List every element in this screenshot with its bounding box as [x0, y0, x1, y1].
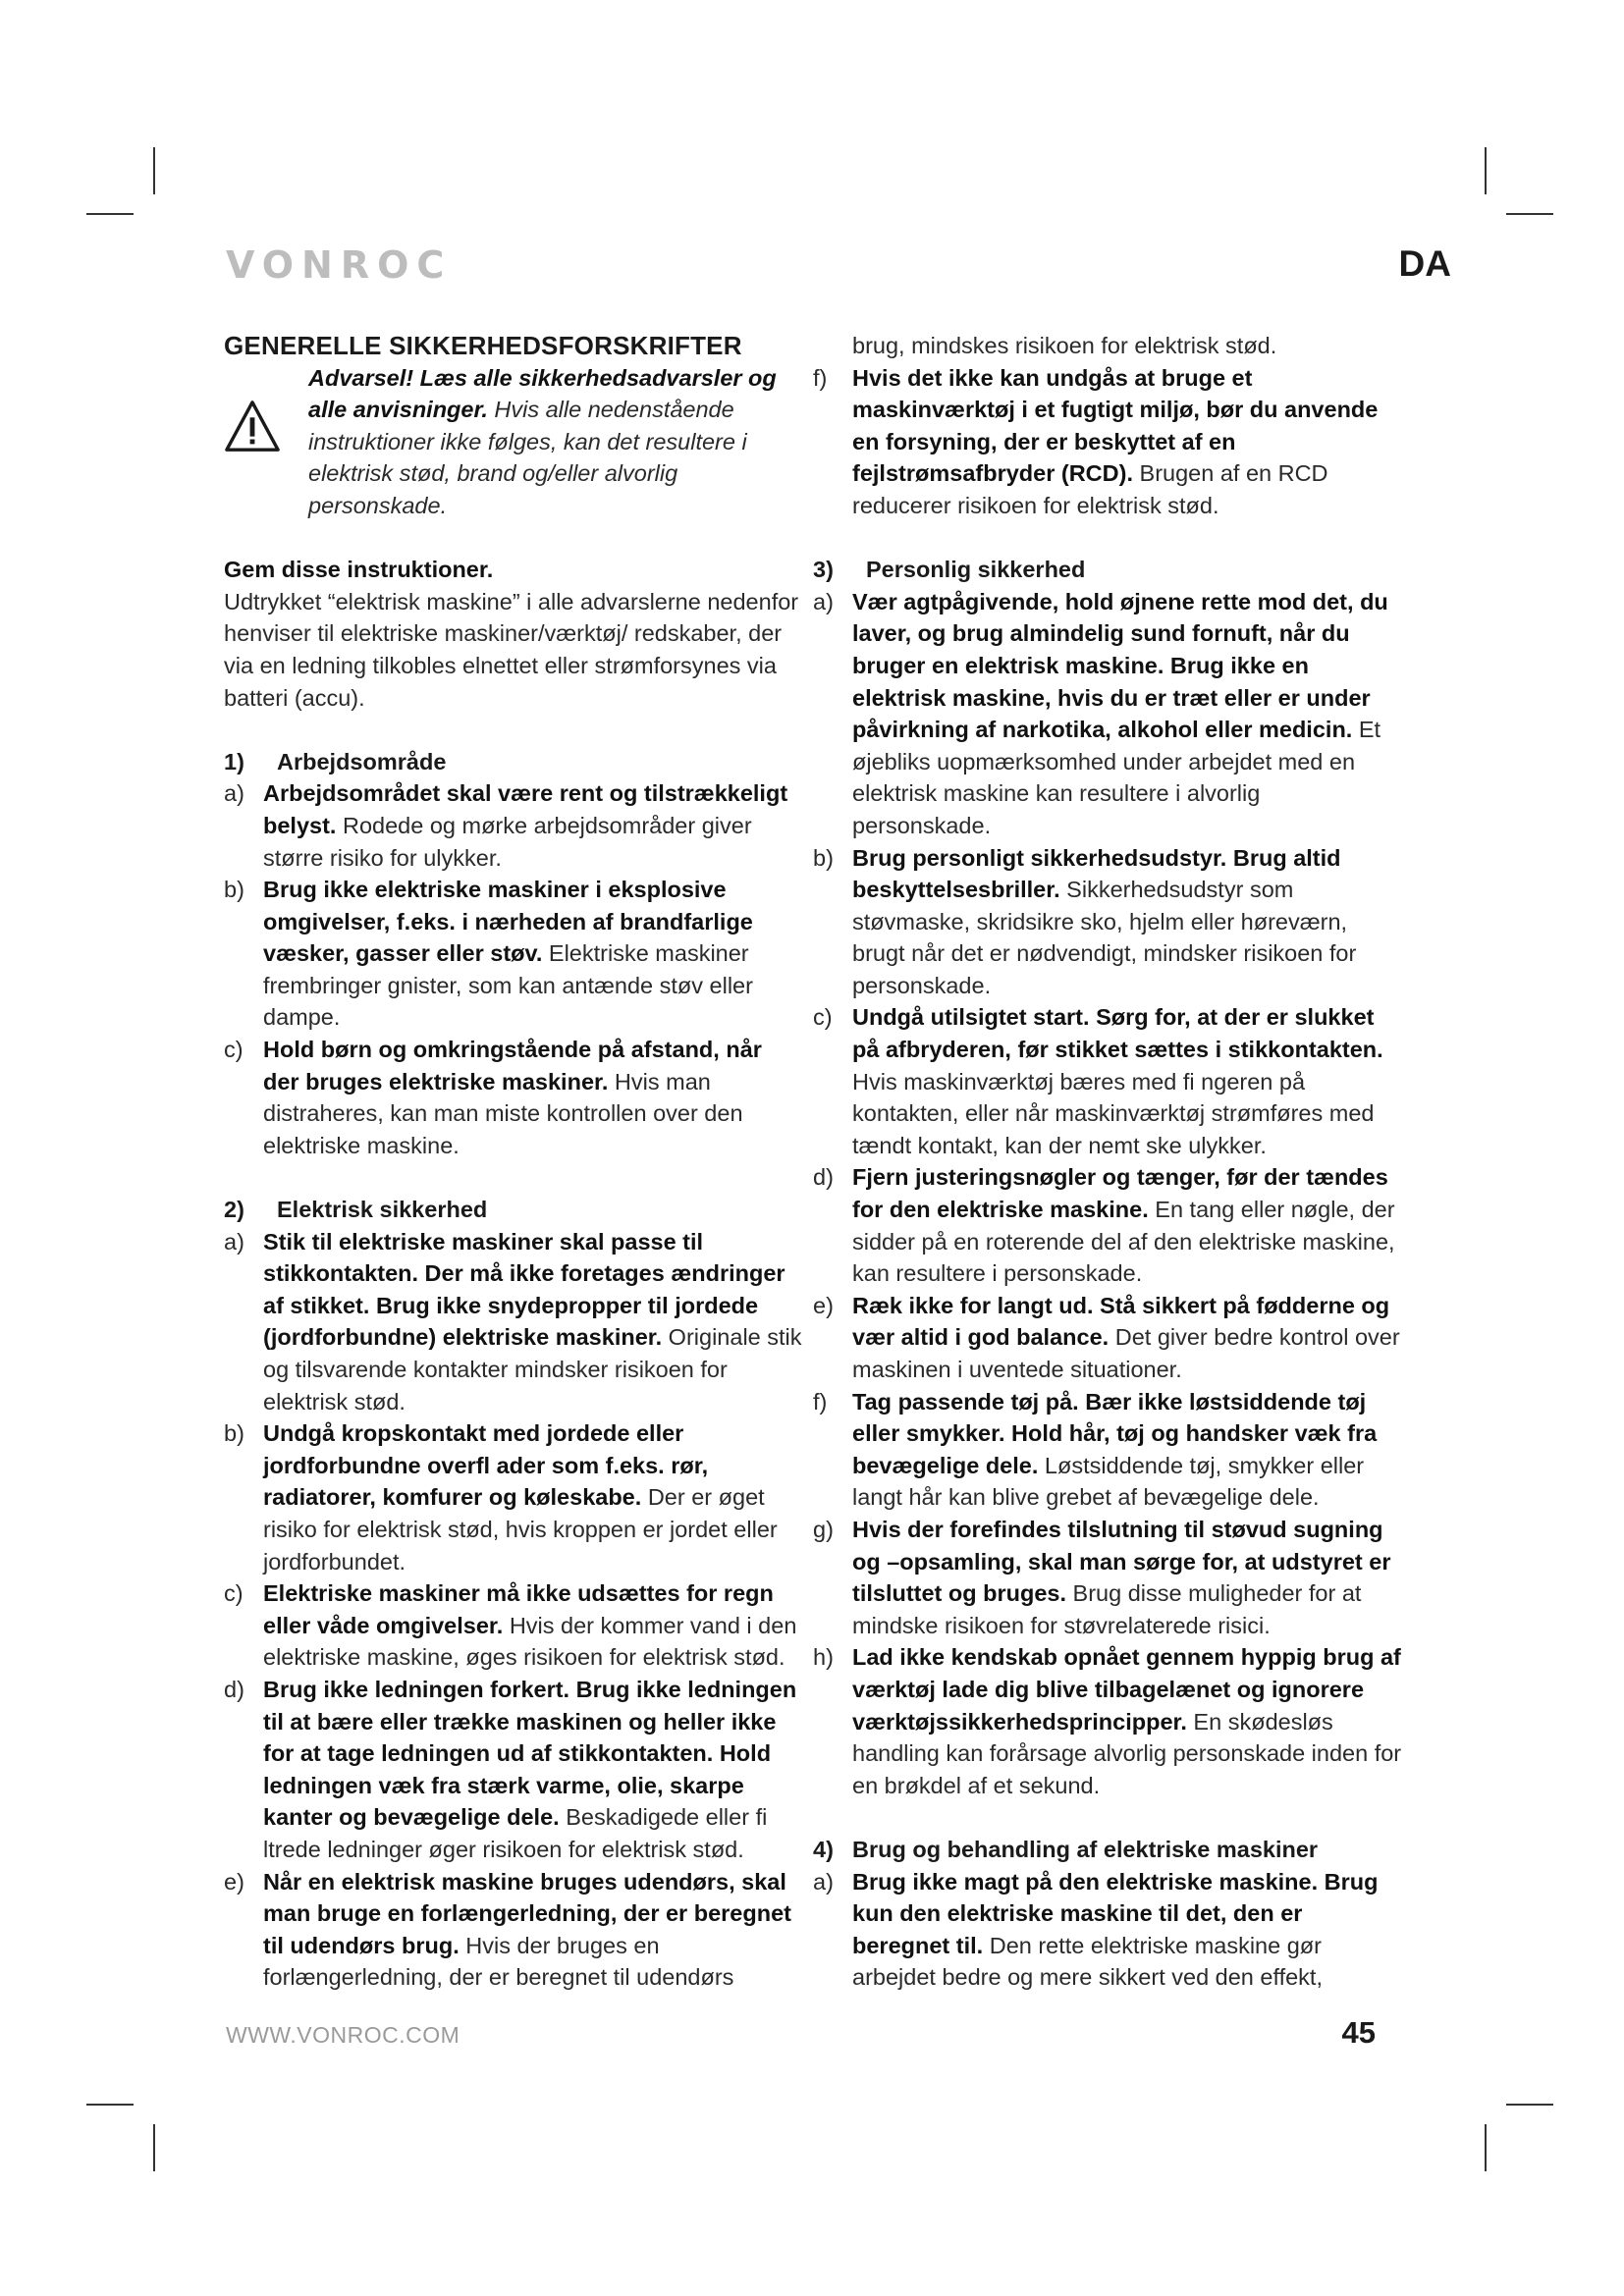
- list-item: a) Stik til elektriske maskiner skal passe til stikkontakten. Der må ikke foretages ændringer af stikket. Brug ikke snydepropper til jordede (jordforbundne) elektriske maskiner. Originale stik og tilsvarende kontakter mindsker risikoen for elektrisk stød.: [224, 1228, 802, 1415]
- right-column: [813, 330, 1402, 1994]
- list-item: b) Undgå kropskontakt med jordede eller jordforbundne overfl ader som f.eks. rør, radiatorer, komfurer og køleskabe. Der er øget risiko for elektrisk stød, hvis kroppen er jordet eller jordforbundet.: [224, 1420, 778, 1575]
- keep-instructions: Gem disse instruktioner.: [224, 557, 494, 583]
- crop-mark: [1506, 2104, 1553, 2106]
- language-code: DA: [1398, 243, 1451, 284]
- footer-url: WWW.VONROC.COM: [226, 2022, 460, 2048]
- list-item: d) Fjern justeringsnøgler og tænger, før der tændes for den elektriske maskine. En tang eller nøgle, der sidder på en roterende del af den elektriske maskine, kan resultere i personskade.: [813, 1164, 1395, 1287]
- warning-body: Hvis alle nedenstående instruktioner ikke følges, kan det resultere i elektrisk stød, brand og/eller alvorlig personskade.: [308, 397, 747, 518]
- list-item: d) Brug ikke ledningen forkert. Brug ikke ledningen til at bære eller trække maskinen og heller ikke for at tage ledningen ud af stikkontakten. Hold ledningen væk fra stærk varme, olie, skarpe kanter og bevægelige dele. Beskadigede eller fi ltrede ledninger øger risikoen for elektrisk stød.: [224, 1676, 797, 1862]
- list-item: c) Elektriske maskiner må ikke udsættes for regn eller våde omgivelser. Hvis der kommer vand i den elektriske maskine, øges risikoen for elektrisk stød.: [224, 1580, 797, 1671]
- continued-text: brug, mindskes risikoen for elektrisk stød.: [852, 333, 1277, 358]
- crop-mark: [153, 147, 155, 194]
- list-item: c) Undgå utilsigtet start. Sørg for, at der er slukket på afbryderen, før stikket sættes i stikkontakten. Hvis maskinværktøj bæres med fi ngeren på kontakten, eller når maskinværktøj strømføres med tændt kontakt, kan der nemt ske ulykker.: [813, 1004, 1383, 1158]
- list-item: f) Hvis det ikke kan undgås at bruge et maskinværktøj i et fugtigt miljø, bør du anvende en forsyning, der er beskyttet af en fejlstrømsafbryder (RCD). Brugen af en RCD reducerer risikoen for elektrisk stød.: [813, 364, 1379, 518]
- crop-mark: [1485, 147, 1487, 194]
- page-title: GENERELLE SIKKERHEDSFORSKRIFTER: [224, 331, 742, 360]
- crop-mark: [86, 213, 134, 215]
- crop-mark: [153, 2124, 155, 2171]
- list-item: a) Vær agtpågivende, hold øjnene rette mod det, du laver, og brug almindelig sund fornuft, når du bruger en elektrisk maskine. Brug ikke en elektrisk maskine, hvis du er træt eller er under påvirkning af narkotika, alkohol eller medicin. Et øjebliks uopmærksomhed under arbejdet med en elektrisk maskine kan resultere i alvorlig personskade.: [813, 588, 1388, 838]
- crop-mark: [1506, 213, 1553, 215]
- warning-block: [224, 362, 803, 522]
- intro-text: Udtrykket “elektrisk maskine” i alle advarslerne nedenfor henviser til elektriske maskiner/værktøj/ redskaber, der via en ledning tilkobles elnettet eller strømforsynes via batteri (accu).: [224, 588, 799, 711]
- section-1-heading: 1) Arbejdsområde: [224, 748, 447, 774]
- warning-triangle-icon: [224, 398, 281, 454]
- brand-logo: VONROC: [226, 243, 453, 287]
- list-item: a) Brug ikke magt på den elektriske maskine. Brug kun den elektriske maskine til det, den er beregnet til. Den rette elektriske maskine gør arbejdet bedre og mere sikkert ved den effekt,: [813, 1868, 1379, 1991]
- crop-mark: [1485, 2124, 1487, 2171]
- warning-text: [308, 362, 803, 522]
- list-item: e) Ræk ikke for langt ud. Stå sikkert på fødderne og vær altid i god balance. Det giver bedre kontrol over maskinen i uventede situationer.: [813, 1292, 1400, 1382]
- section-4-heading: 4) Brug og behandling af elektriske maskiner: [813, 1836, 1319, 1862]
- section-3-heading: 3) Personlig sikkerhed: [813, 557, 1086, 583]
- page-number: 45: [1341, 2015, 1376, 2050]
- list-item: c) Hold børn og omkringstående på afstand, når der bruges elektriske maskiner. Hvis man distraheres, kan man miste kontrollen over den elektriske maskine.: [224, 1037, 762, 1158]
- section-2-heading: 2) Elektrisk sikkerhed: [224, 1197, 488, 1223]
- warning-bold: Advarsel! Læs alle sikkerhedsadvarsler og alle anvisninger.: [308, 364, 777, 423]
- list-item: f) Tag passende tøj på. Bær ikke løstsiddende tøj eller smykker. Hold hår, tøj og handsker væk fra bevægelige dele. Løstsiddende tøj, smykker eller langt hår kan blive grebet af bevægelige dele.: [813, 1388, 1378, 1511]
- left-column: [224, 330, 803, 1994]
- list-item: e) Når en elektrisk maskine bruges udendørs, skal man bruge en forlængerledning, der er beregnet til udendørs brug. Hvis der bruges en forlængerledning, der er beregnet til udendørs: [224, 1868, 791, 1991]
- list-item: b) Brug personligt sikkerhedsudstyr. Brug altid beskyttelsesbriller. Sikkerhedsudstyr som støvmaske, skridsikre sko, hjelm eller høreværn, brugt når det er nødvendigt, mindsker risikoen for personskade.: [813, 844, 1357, 998]
- list-item: g) Hvis der forefindes tilslutning til støvud sugning og –opsamling, skal man sørge for, at udstyret er tilsluttet og bruges. Brug disse muligheder for at mindske risikoen for støvrelaterede risici.: [813, 1516, 1391, 1638]
- crop-mark: [86, 2104, 134, 2106]
- list-item: a) Arbejdsområdet skal være rent og tilstrækkeligt belyst. Rodede og mørke arbejdsområder giver større risiko for ulykker.: [224, 780, 788, 871]
- list-item: b) Brug ikke elektriske maskiner i eksplosive omgivelser, f.eks. i nærheden af brandfarlige væsker, gasser eller støv. Elektriske maskiner frembringer gnister, som kan antænde støv eller dampe.: [224, 877, 753, 1031]
- list-item: h) Lad ikke kendskab opnået gennem hyppig brug af værktøj lade dig blive tilbagelænet og ignorere værktøjssikkerhedsprincipper. En skødesløs handling kan forårsage alvorlig personskade inden for en brøkdel af et sekund.: [813, 1644, 1402, 1798]
